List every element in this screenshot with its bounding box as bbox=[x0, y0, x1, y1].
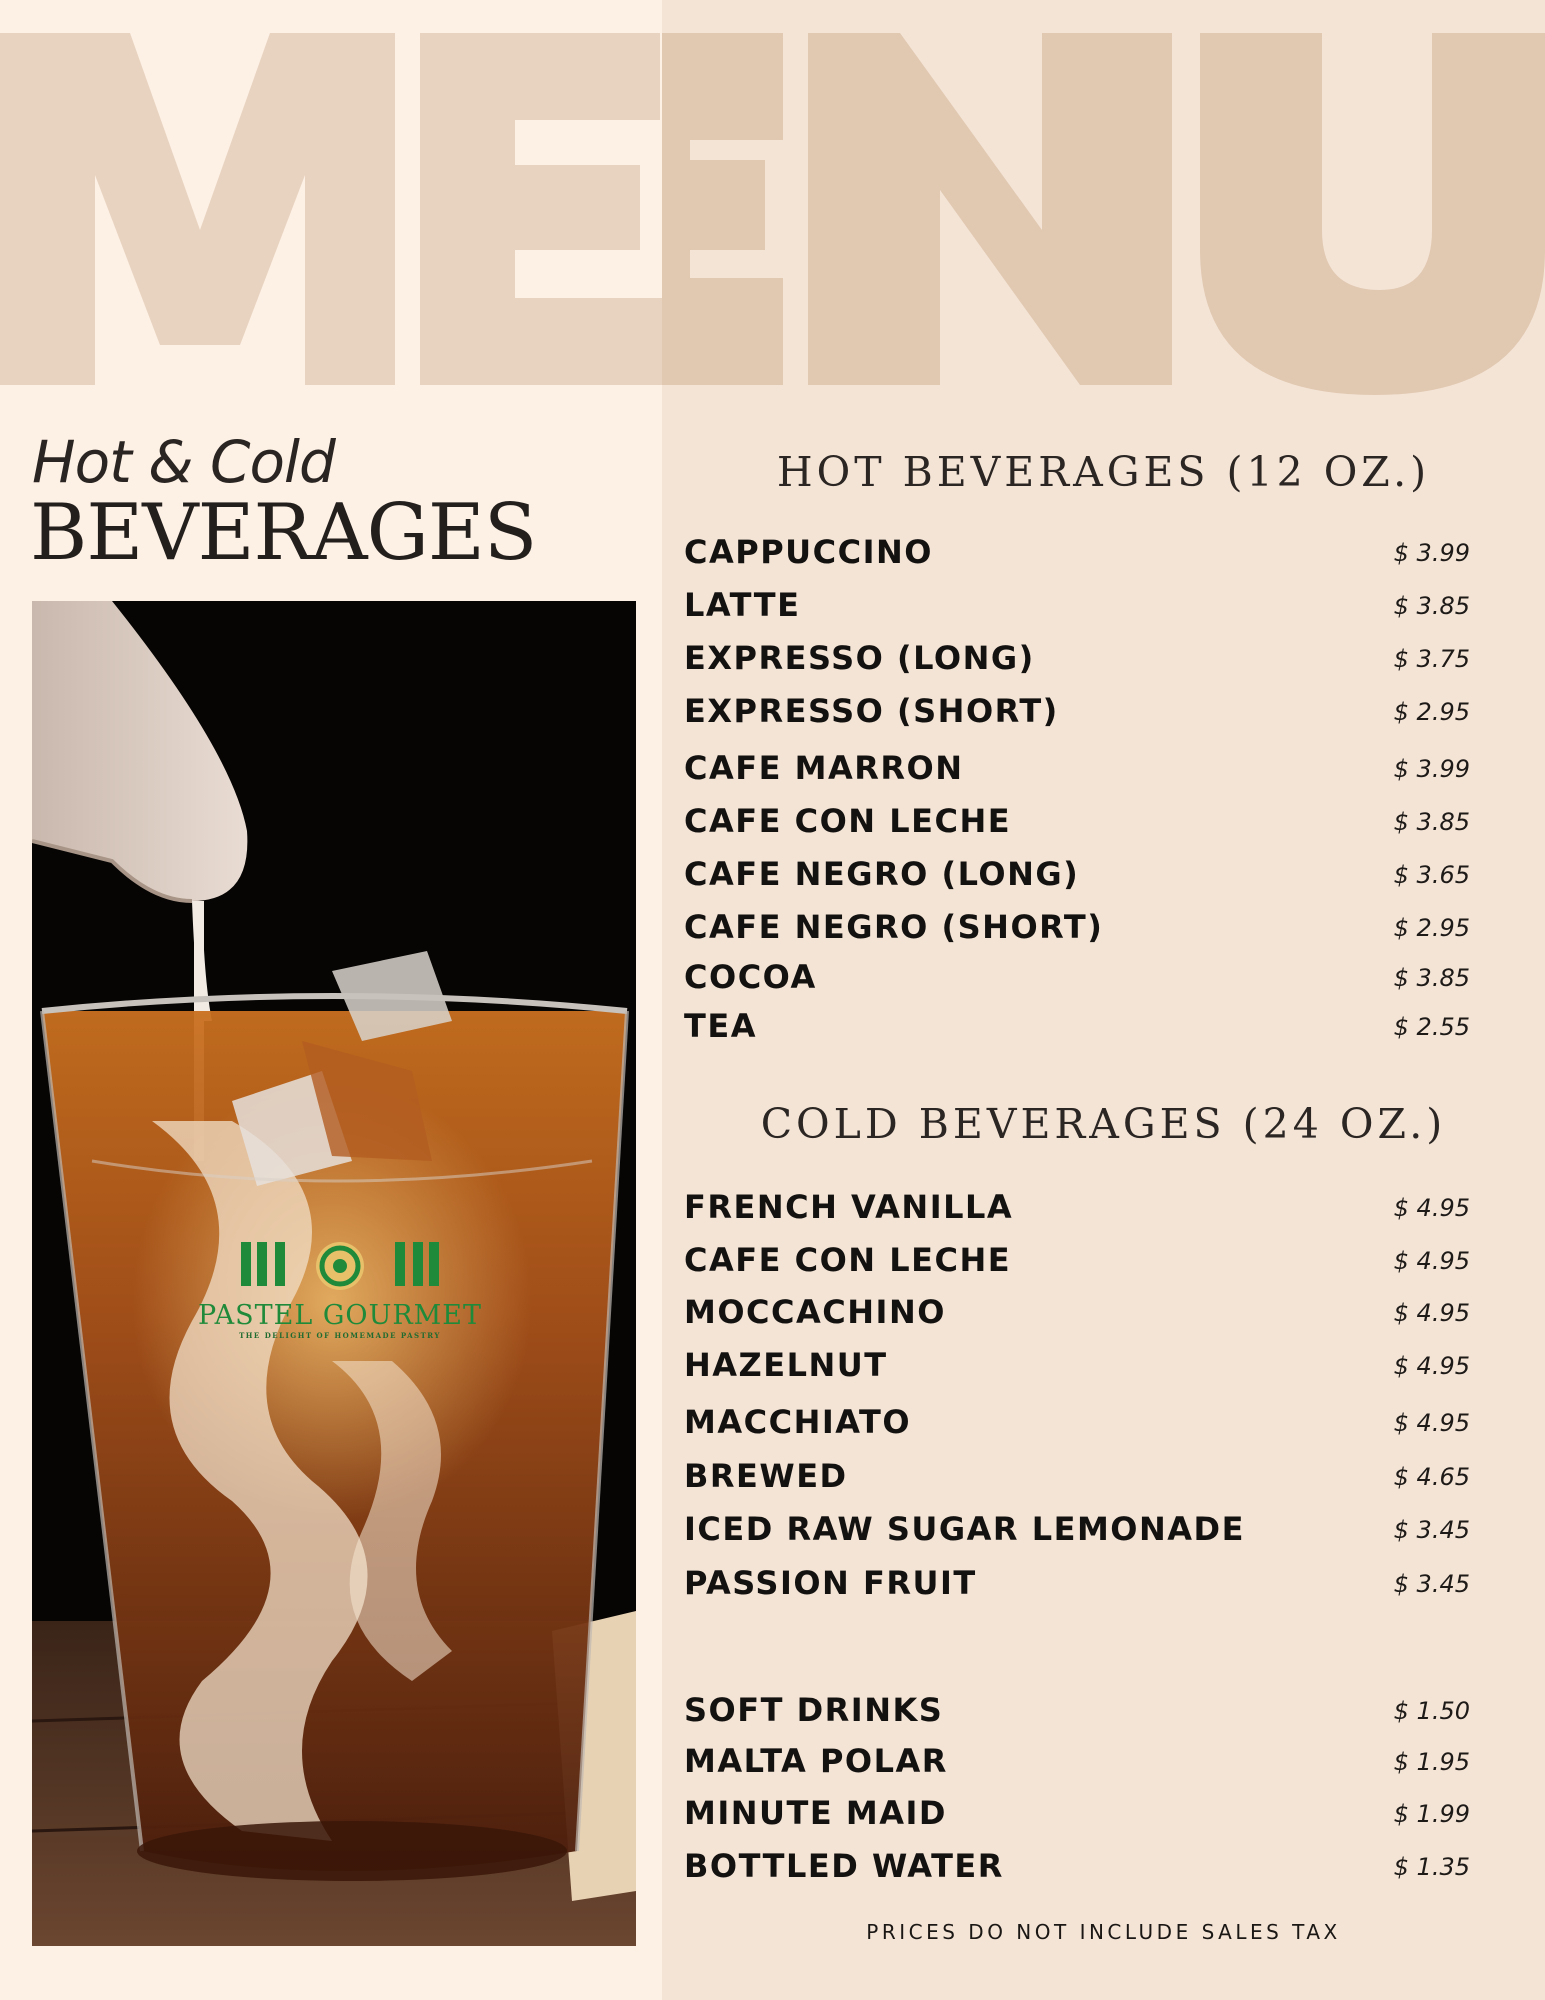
item-name: PASSION FRUIT bbox=[684, 1564, 977, 1602]
item-name: SOFT DRINKS bbox=[684, 1691, 944, 1729]
item-name: BOTTLED WATER bbox=[684, 1847, 1004, 1885]
menu-banner bbox=[0, 0, 1545, 400]
other-item bbox=[684, 1691, 1470, 1737]
item-name: HAZELNUT bbox=[684, 1346, 888, 1384]
item-price: $ 3.45 bbox=[1393, 1516, 1470, 1544]
cold-item bbox=[684, 1403, 1470, 1449]
cold-item bbox=[684, 1188, 1470, 1234]
item-name: FRENCH VANILLA bbox=[684, 1188, 1014, 1226]
item-price: $ 4.95 bbox=[1393, 1194, 1470, 1222]
item-price: $ 4.65 bbox=[1393, 1463, 1470, 1491]
cold-item bbox=[684, 1564, 1470, 1610]
hot-item bbox=[684, 533, 1470, 579]
cold-item bbox=[684, 1346, 1470, 1392]
item-price: $ 1.95 bbox=[1393, 1748, 1470, 1776]
item-name: CAFE NEGRO (SHORT) bbox=[684, 908, 1104, 946]
item-name: LATTE bbox=[684, 586, 801, 624]
item-price: $ 3.99 bbox=[1393, 755, 1470, 783]
item-price: $ 3.85 bbox=[1393, 964, 1470, 992]
hot-item bbox=[684, 749, 1470, 795]
cold-item bbox=[684, 1510, 1470, 1556]
item-name: TEA bbox=[684, 1007, 757, 1045]
item-price: $ 3.85 bbox=[1393, 592, 1470, 620]
item-name: CAFE CON LECHE bbox=[684, 1241, 1012, 1279]
item-name: MALTA POLAR bbox=[684, 1742, 948, 1780]
item-price: $ 4.95 bbox=[1393, 1299, 1470, 1327]
item-price: $ 1.99 bbox=[1393, 1800, 1470, 1828]
other-item bbox=[684, 1847, 1470, 1893]
cold-item bbox=[684, 1457, 1470, 1503]
cold-item bbox=[684, 1293, 1470, 1339]
item-price: $ 1.35 bbox=[1393, 1853, 1470, 1881]
item-name: EXPRESSO (LONG) bbox=[684, 639, 1035, 677]
item-price: $ 2.55 bbox=[1393, 1013, 1470, 1041]
item-name: MINUTE MAID bbox=[684, 1794, 947, 1832]
other-item bbox=[684, 1794, 1470, 1840]
item-name: CAFE MARRON bbox=[684, 749, 964, 787]
logo-tagline: THE DELIGHT OF HOMEMADE PASTRY bbox=[239, 1331, 441, 1340]
other-item bbox=[684, 1742, 1470, 1788]
hot-item bbox=[684, 639, 1470, 685]
heading-title: BEVERAGES bbox=[30, 488, 537, 578]
item-name: ICED RAW SUGAR LEMONADE bbox=[684, 1510, 1245, 1548]
menu-banner-letters bbox=[0, 0, 1545, 400]
item-name: CAFE NEGRO (LONG) bbox=[684, 855, 1080, 893]
item-price: $ 4.95 bbox=[1393, 1409, 1470, 1437]
hot-beverages-title: HOT BEVERAGES (12 OZ.) bbox=[776, 448, 1431, 496]
hot-item bbox=[684, 692, 1470, 738]
item-price: $ 3.75 bbox=[1393, 645, 1470, 673]
item-name: BREWED bbox=[684, 1457, 848, 1495]
item-name: COCOA bbox=[684, 958, 817, 996]
cold-beverages-title: COLD BEVERAGES (24 OZ.) bbox=[760, 1100, 1447, 1148]
item-price: $ 4.95 bbox=[1393, 1247, 1470, 1275]
item-name: MOCCACHINO bbox=[684, 1293, 946, 1331]
pastel-gourmet-logo bbox=[185, 1234, 495, 1340]
item-price: $ 2.95 bbox=[1393, 698, 1470, 726]
sales-tax-note: PRICES DO NOT INCLUDE SALES TAX bbox=[866, 1920, 1341, 1944]
hot-item bbox=[684, 1007, 1470, 1053]
logo-name: PASTEL GOURMET bbox=[197, 1300, 483, 1331]
item-name: EXPRESSO (SHORT) bbox=[684, 692, 1059, 730]
item-price: $ 3.99 bbox=[1393, 539, 1470, 567]
item-name: CAFE CON LECHE bbox=[684, 802, 1012, 840]
hot-item bbox=[684, 908, 1470, 954]
logo-emblem-icon bbox=[235, 1234, 445, 1294]
item-price: $ 3.65 bbox=[1393, 861, 1470, 889]
item-price: $ 2.95 bbox=[1393, 914, 1470, 942]
item-price: $ 1.50 bbox=[1393, 1697, 1470, 1725]
cold-item bbox=[684, 1241, 1470, 1287]
hot-item bbox=[684, 855, 1470, 901]
item-price: $ 3.85 bbox=[1393, 808, 1470, 836]
item-name: MACCHIATO bbox=[684, 1403, 912, 1441]
hot-item bbox=[684, 958, 1470, 1004]
item-price: $ 3.45 bbox=[1393, 1570, 1470, 1598]
item-name: CAPPUCCINO bbox=[684, 533, 933, 571]
heading-subtitle: Hot & Cold bbox=[32, 428, 335, 496]
hot-item bbox=[684, 802, 1470, 848]
item-price: $ 4.95 bbox=[1393, 1352, 1470, 1380]
hot-item bbox=[684, 586, 1470, 632]
